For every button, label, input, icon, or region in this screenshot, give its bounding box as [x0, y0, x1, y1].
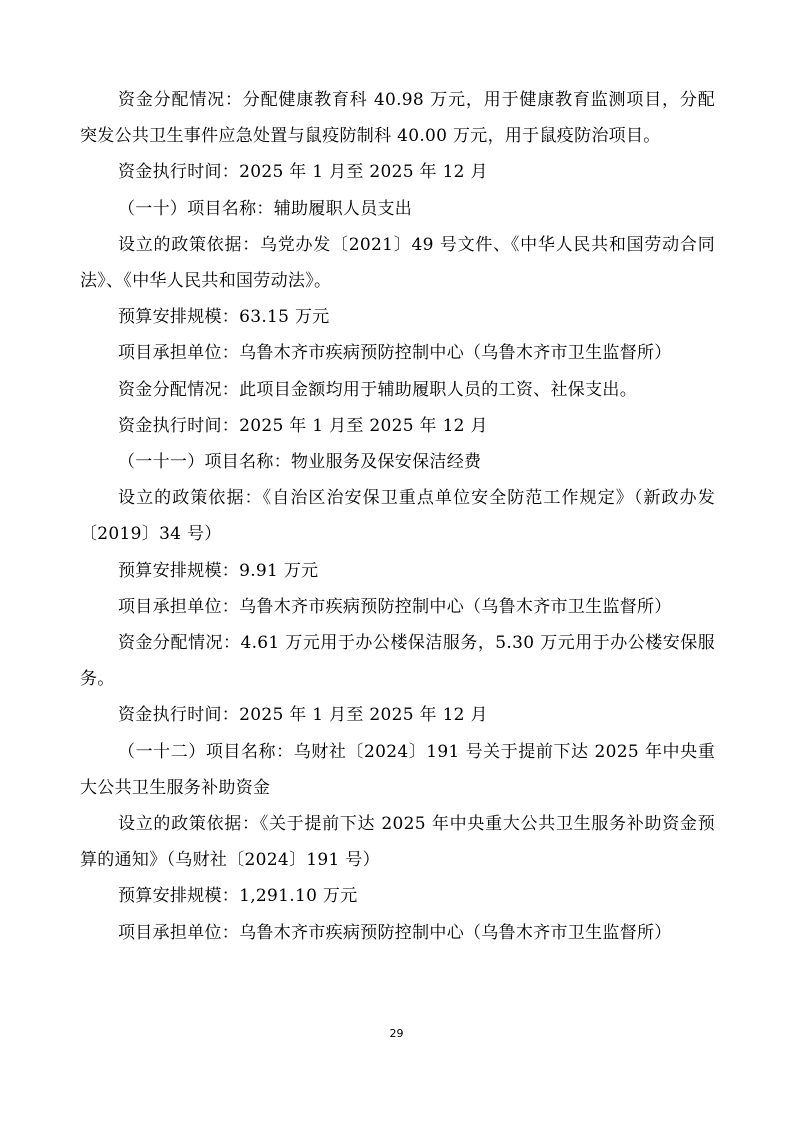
paragraph-project-11-execution-time: 资金执行时间：2025 年 1 月至 2025 年 12 月	[118, 705, 488, 726]
paragraph-project-11-budget: 预算安排规模：9.91 万元	[118, 560, 319, 581]
paragraph-project-10-allocation: 资金分配情况：此项目金额均用于辅助履职人员的工资、社保支出。	[118, 379, 637, 400]
paragraph-project-11-title: （一十一）项目名称：物业服务及保安保洁经费	[118, 452, 482, 473]
paragraph-project-12-unit: 项目承担单位：乌鲁木齐市疾病预防控制中心（乌鲁木齐市卫生监督所）	[118, 922, 672, 943]
paragraph-project-10-unit: 项目承担单位：乌鲁木齐市疾病预防控制中心（乌鲁木齐市卫生监督所）	[118, 343, 672, 364]
page-number: 29	[389, 1027, 404, 1040]
paragraph-project-11-allocation: 资金分配情况：4.61 万元用于办公楼保洁服务，5.30 万元用于办公楼安保服务。	[80, 633, 715, 690]
paragraph-project-10-execution-time: 资金执行时间：2025 年 1 月至 2025 年 12 月	[118, 415, 488, 436]
paragraph-execution-time: 资金执行时间：2025 年 1 月至 2025 年 12 月	[118, 162, 488, 183]
paragraph-project-10-budget: 预算安排规模：63.15 万元	[118, 307, 330, 328]
paragraph-fund-allocation-health-education: 资金分配情况：分配健康教育科 40.98 万元，用于健康教育监测项目，分配突发公共卫生事件应急处置与鼠疫防制科 40.00 万元，用于鼠疫防治项目。	[80, 90, 715, 147]
document-body	[80, 82, 715, 951]
paragraph-project-12-policy-basis: 设立的政策依据：《关于提前下达 2025 年中央重大公共卫生服务补助资金预算的通知》（乌财社〔2024〕191 号）	[80, 814, 715, 871]
paragraph-project-12-budget: 预算安排规模：1,291.10 万元	[118, 886, 358, 907]
paragraph-project-10-title: （一十）项目名称：辅助履职人员支出	[118, 198, 413, 219]
paragraph-project-10-policy-basis: 设立的政策依据：乌党办发〔2021〕49 号文件、《中华人民共和国劳动合同法》、《中华人民共和国劳动法》。	[80, 234, 715, 292]
paragraph-project-11-unit: 项目承担单位：乌鲁木齐市疾病预防控制中心（乌鲁木齐市卫生监督所）	[118, 596, 672, 617]
paragraph-project-12-title: （一十二）项目名称：乌财社〔2024〕191 号关于提前下达 2025 年中央重大公共卫生服务补助资金	[80, 741, 715, 798]
paragraph-project-11-policy-basis: 设立的政策依据：《自治区治安保卫重点单位安全防范工作规定》（新政办发〔2019〕34 号）	[80, 488, 715, 545]
